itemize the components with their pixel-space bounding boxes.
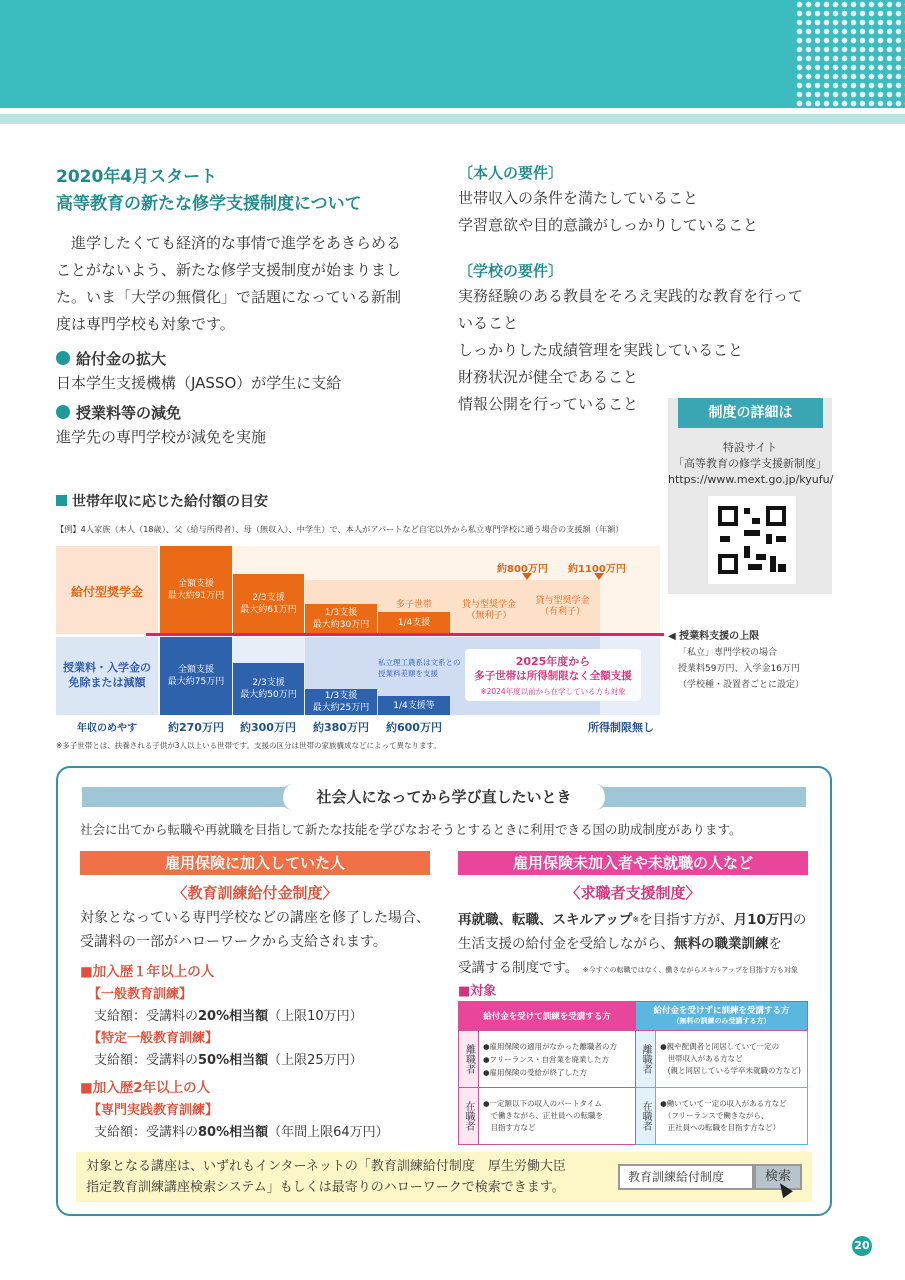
intro-title-1: 2020年4月スタート [56, 167, 218, 187]
bottom-note: 対象となる講座は、いずれもインターネットの「教育訓練給付制度 厚生労働大臣 指定教育訓練講座検索システム」もしくは最寄りのハローワークで検索できます。 [86, 1159, 566, 1195]
row-label-unemployed: 離職者 [459, 1031, 479, 1088]
row2-label [56, 660, 158, 690]
left-k2: 【特定一般教育訓練】 [88, 1031, 219, 1046]
cell-22: ●働いていて一定の収入がある方など （フリーランスで働きながら、 正社員への転職を目指す方など） [656, 1088, 808, 1145]
square-icon [56, 495, 67, 506]
qr-code-icon[interactable] [708, 496, 796, 584]
left-k1-amount: 支給額：受講料の20%相当額（上限10万円） [94, 1009, 363, 1024]
grant-2-3-bar: 2/3支援 最大約61万円 [233, 574, 304, 634]
req-item: しっかりした成績管理を実践していること [458, 341, 744, 359]
search-input[interactable]: 教育訓練給付制度 [618, 1164, 754, 1190]
tuition-full-bar: 全額支援 最大約75万円 [160, 637, 232, 715]
bullet-1-title: 給付金の拡大 [76, 350, 167, 368]
detail-line: 特設サイト [722, 441, 778, 454]
panel-intro: 社会に出てから転職や再就職を目指して新たな技能を学びなおそうとするときに利用できる国の助成制度があります。 [80, 822, 742, 837]
intro-line: ことがないよう、新たな修学支援制度が始まりまし [56, 261, 402, 279]
x-tick: 所得制限無し [588, 721, 654, 734]
th-receive: 給付金を受けて訓練を受講する方 [459, 1002, 636, 1031]
tuition-cap-note [668, 629, 804, 693]
req-item: 情報公開を行っていること [458, 395, 639, 413]
cap-heading: ◀ 授業料支援の上限 [668, 631, 760, 642]
req-item: 世帯収入の条件を満たしていること [458, 189, 699, 207]
top-banner [0, 0, 905, 108]
right-body: 再就職、転職、スキルアップ※を目指す方が、月10万円の 生活支援の給付金を受給しながら、無料の職業訓練を 受講する制度です。 ※今すぐの転職ではなく、働きながらスキルアップを目指す方も対象 [458, 912, 807, 976]
self-req-title: 〔本人の要件〕 [458, 164, 564, 182]
row2-line: 授業料・入学金の [63, 661, 151, 674]
left-h2: ■加入歴2年以上の人 [80, 1080, 211, 1096]
req-item: いること [458, 314, 519, 332]
req-item: 学習意欲や目的意識がしっかりしていること [458, 216, 759, 234]
cap-line: 「私立」専門学校の場合 [678, 648, 778, 658]
x-tick: 約380万円 [313, 721, 369, 734]
grant-1-4-bar: 1/4支援 [378, 612, 450, 634]
left-k3-amount: 支給額：受講料の80%相当額（年間上限64万円） [94, 1125, 389, 1140]
intro-line: 進学したくても経済的な事情で進学をあきらめる [56, 234, 402, 252]
chart-example: 【例】4人家族（本人（18歳）、父（給与所得者）、母（無収入）、中学生）で、本人がアパートなど自宅以外から私立専門学校に通う場合の支援額（年額） [56, 524, 624, 534]
limit-800: 約800万円 [497, 564, 548, 575]
bullet-dot-icon [56, 351, 70, 365]
search-button[interactable]: 検索 [754, 1164, 802, 1190]
grant-1-3-bar: 1/3支援 最大約30万円 [305, 604, 377, 634]
top-stripe [0, 114, 905, 124]
cell-11: ●雇用保険の適用がなかった離職者の方 ●フリーランス・自営業を廃業した方 ●雇用保険の受給が終了した方 [479, 1031, 636, 1088]
x-tick: 約600万円 [386, 721, 442, 734]
left-k1: 【一般教育訓練】 [88, 987, 193, 1002]
bullet-dot-icon [56, 405, 70, 419]
cap-line: 授業料59万円、入学金16万円 [678, 664, 800, 674]
bullet-2-text: 進学先の専門学校が減免を実施 [56, 428, 267, 446]
tuition-2-3-bar: 2/3支援 最大約50万円 [233, 663, 304, 715]
bullet-2-title: 授業料等の減免 [76, 404, 182, 422]
limit-1100: 約1100万円 [568, 564, 626, 575]
cell-12: ●親や配偶者と同居していて一定の 世帯収入がある方など (親と同居している学卒未就職の方など) [656, 1031, 808, 1088]
detail-line: 「高等教育の修学支援新制度」 [673, 457, 827, 470]
grant-full-bar: 全額支援 最大約91万円 [160, 546, 232, 634]
intro-line: た。いま「大学の無償化」で話題になっている新制 [56, 288, 402, 306]
note-2025: 2025年度から 多子世帯は所得制限なく全額支援 ※2024年度以前から在学している方も対象 [465, 649, 641, 701]
th-no-receive: 給付金を受けずに訓練を受講する方 （無料の訓練のみ受講する方） [636, 1002, 808, 1031]
row-label-employed: 在職者 [459, 1088, 479, 1145]
panel-title: 社会人になってから学び直したいとき [280, 784, 608, 810]
loan-free-label: 貸与型奨学金 （無利子） [461, 600, 516, 621]
multi-child-label: 多子世帯 [395, 600, 432, 610]
left-sub: 〈教育訓練給付金制度〉 [172, 884, 338, 902]
left-k2-amount: 支給額：受講料の50%相当額（上限25万円） [94, 1053, 363, 1068]
chart-title [56, 491, 268, 511]
target-heading: ■対象 [458, 984, 497, 999]
target-table [458, 1001, 808, 1144]
intro-line: 度は専門学校も対象です。 [56, 315, 235, 333]
row-label-unemployed-2: 離職者 [636, 1031, 656, 1088]
science-note: 私立理工農系は文系との 授業料差額を支援 [378, 658, 461, 678]
x-tick: 約300万円 [240, 721, 296, 734]
tuition-1-3-bar: 1/3支援 最大約25万円 [305, 689, 377, 715]
req-item: 実務経験のある教員をそろえ実践的な教育を行って [458, 287, 804, 305]
left-k3: 【専門実践教育訓練】 [88, 1103, 219, 1118]
req-item: 財務状況が健全であること [458, 368, 639, 386]
right-sub: 〈求職者支援制度〉 [565, 884, 701, 902]
bullet-1 [56, 348, 166, 369]
chart-title-text: 世帯年収に応じた給付額の目安 [72, 494, 268, 510]
left-h1: ■加入歴１年以上の人 [80, 964, 215, 980]
x-axis-label: 年収のめやす [77, 723, 137, 734]
bullet-1-text: 日本学生支援機構（JASSO）が学生に支給 [56, 374, 342, 392]
tuition-limit-line [146, 633, 664, 636]
loan-interest-label: 貸与型奨学金 （有利子） [535, 596, 590, 617]
intro-title-2: 高等教育の新たな修学支援制度について [56, 194, 362, 214]
cell-21: ●一定額以下の収入のパートタイム で働きながら、正社員への転職を 目指す方など [479, 1088, 636, 1145]
bullet-2 [56, 402, 181, 423]
arrow-down-icon [594, 573, 604, 580]
detail-heading: 制度の詳細は [678, 398, 823, 428]
arrow-down-icon [522, 573, 532, 580]
row1-label: 給付型奨学金 [70, 585, 143, 599]
dot-pattern [795, 0, 905, 108]
detail-url-link[interactable]: https://www.mext.go.jp/kyufu/ [668, 473, 834, 486]
right-band: 雇用保険未加入者や未就職の人など [458, 851, 808, 875]
school-req-title: 〔学校の要件〕 [458, 262, 564, 280]
left-body: 対象となっている専門学校などの講座を修了した場合、 受講料の一部がハローワークから支給されます。 [80, 910, 430, 950]
row-label-employed-2: 在職者 [636, 1088, 656, 1145]
chart-footnote: ※多子世帯とは、扶養される子供が3人以上いる世帯です。支援の区分は世帯の家族構成などによって異なります。 [56, 741, 441, 750]
x-tick: 約270万円 [168, 721, 224, 734]
intro-body [56, 230, 436, 338]
cap-line: （学校種・設置者ごとに設定） [678, 680, 805, 690]
left-band: 雇用保険に加入していた人 [80, 851, 430, 875]
row2-line: 免除または減額 [68, 676, 146, 689]
tuition-1-4-bar: 1/4支援等 [378, 696, 450, 715]
page-number: 20 [852, 1236, 872, 1256]
detail-text [668, 440, 832, 488]
self-req-list [458, 185, 758, 239]
